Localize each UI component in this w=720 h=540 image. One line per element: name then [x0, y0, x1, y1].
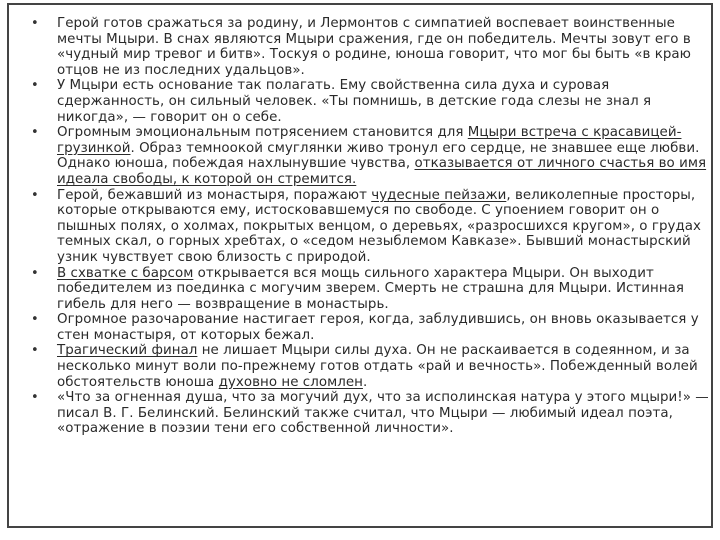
bullet-item: • «Что за огненная душа, что за могучий дух, что за исполинская натура у этого мцыри!» — писал В. Г. Белинский. Белинский также считал, что Мцыри — любимый идеал поэта, «отражение в поэзии тени его собственной личности». — [31, 390, 713, 437]
underlined-phrase: Трагический финал — [57, 343, 198, 359]
underlined-phrase: чудесные пейзажи — [371, 187, 507, 203]
bullet-item: • Огромное разочарование настигает героя, когда, заблудившись, он вновь оказывается у стен монастыря, от которых бежал. — [31, 312, 713, 343]
bullet-item: • Огромным эмоциональным потрясением становится для Мцыри встреча с красавицей-грузинкой. Образ темноокой смуглянки живо тронул его сердце, не знавшее еще любви. Однако юноша, побеждая нахлынувшие чувства, отказывается от личного счастья во имя идеала свободы, к которой он стремится. — [31, 125, 713, 187]
bullet-item: • Герой, бежавший из монастыря, поражают чудесные пейзажи, великолепные просторы, которые открываются ему, истосковавшемуся по свободе. С упоением говорит он о пышных полях, о холмах, покрытых венцом, о деревьях, «разросшихся кругом», о грудах темных скал, о горных хребтах, о «седом незыблемом Кавказе». Бывший монастырский узник чувствует свою близость с природой. — [31, 188, 713, 266]
underlined-phrase: духовно не сломлен — [218, 374, 363, 390]
bullet-item: • У Мцыри есть основание так полагать. Ему свойственна сила духа и суровая сдержанность, он сильный человек. «Ты помнишь, в детские года слезы не знал я никогда», — говорит он о себе. — [31, 78, 713, 125]
bullet-item: • В схватке с барсом открывается вся мощь сильного характера Мцыри. Он выходит победителем из поединка с могучим зверем. Смерть не страшна для Мцыри. Истинная гибель для него — возвращение в монастырь. — [31, 266, 713, 313]
bullet-item: • Герой готов сражаться за родину, и Лермонтов с симпатией воспевает воинственные мечты Мцыри. В снах являются Мцыри сражения, где он победитель. Мечты зовут его в «чудный мир тревог и битв». Тоскуя о родине, юноша говорит, что мог бы быть «в краю отцов не из последних удальцов». — [31, 16, 713, 78]
underlined-phrase: Мцыри встреча с красавицей-грузинкой — [57, 125, 682, 156]
bullet-item: • Трагический финал не лишает Мцыри силы духа. Он не раскаивается в содеянном, и за несколько минут воли по-прежнему готов отдать «рай и вечность». Побежденный волей обстоятельств юноша духовно не сломлен. — [31, 343, 713, 390]
underlined-phrase: В схватке с барсом — [57, 265, 194, 281]
bullet-list — [31, 16, 713, 437]
underlined-phrase: отказывается от личного счастья во имя идеала свободы, к которой он стремится. — [57, 156, 707, 187]
content-frame — [7, 3, 713, 528]
